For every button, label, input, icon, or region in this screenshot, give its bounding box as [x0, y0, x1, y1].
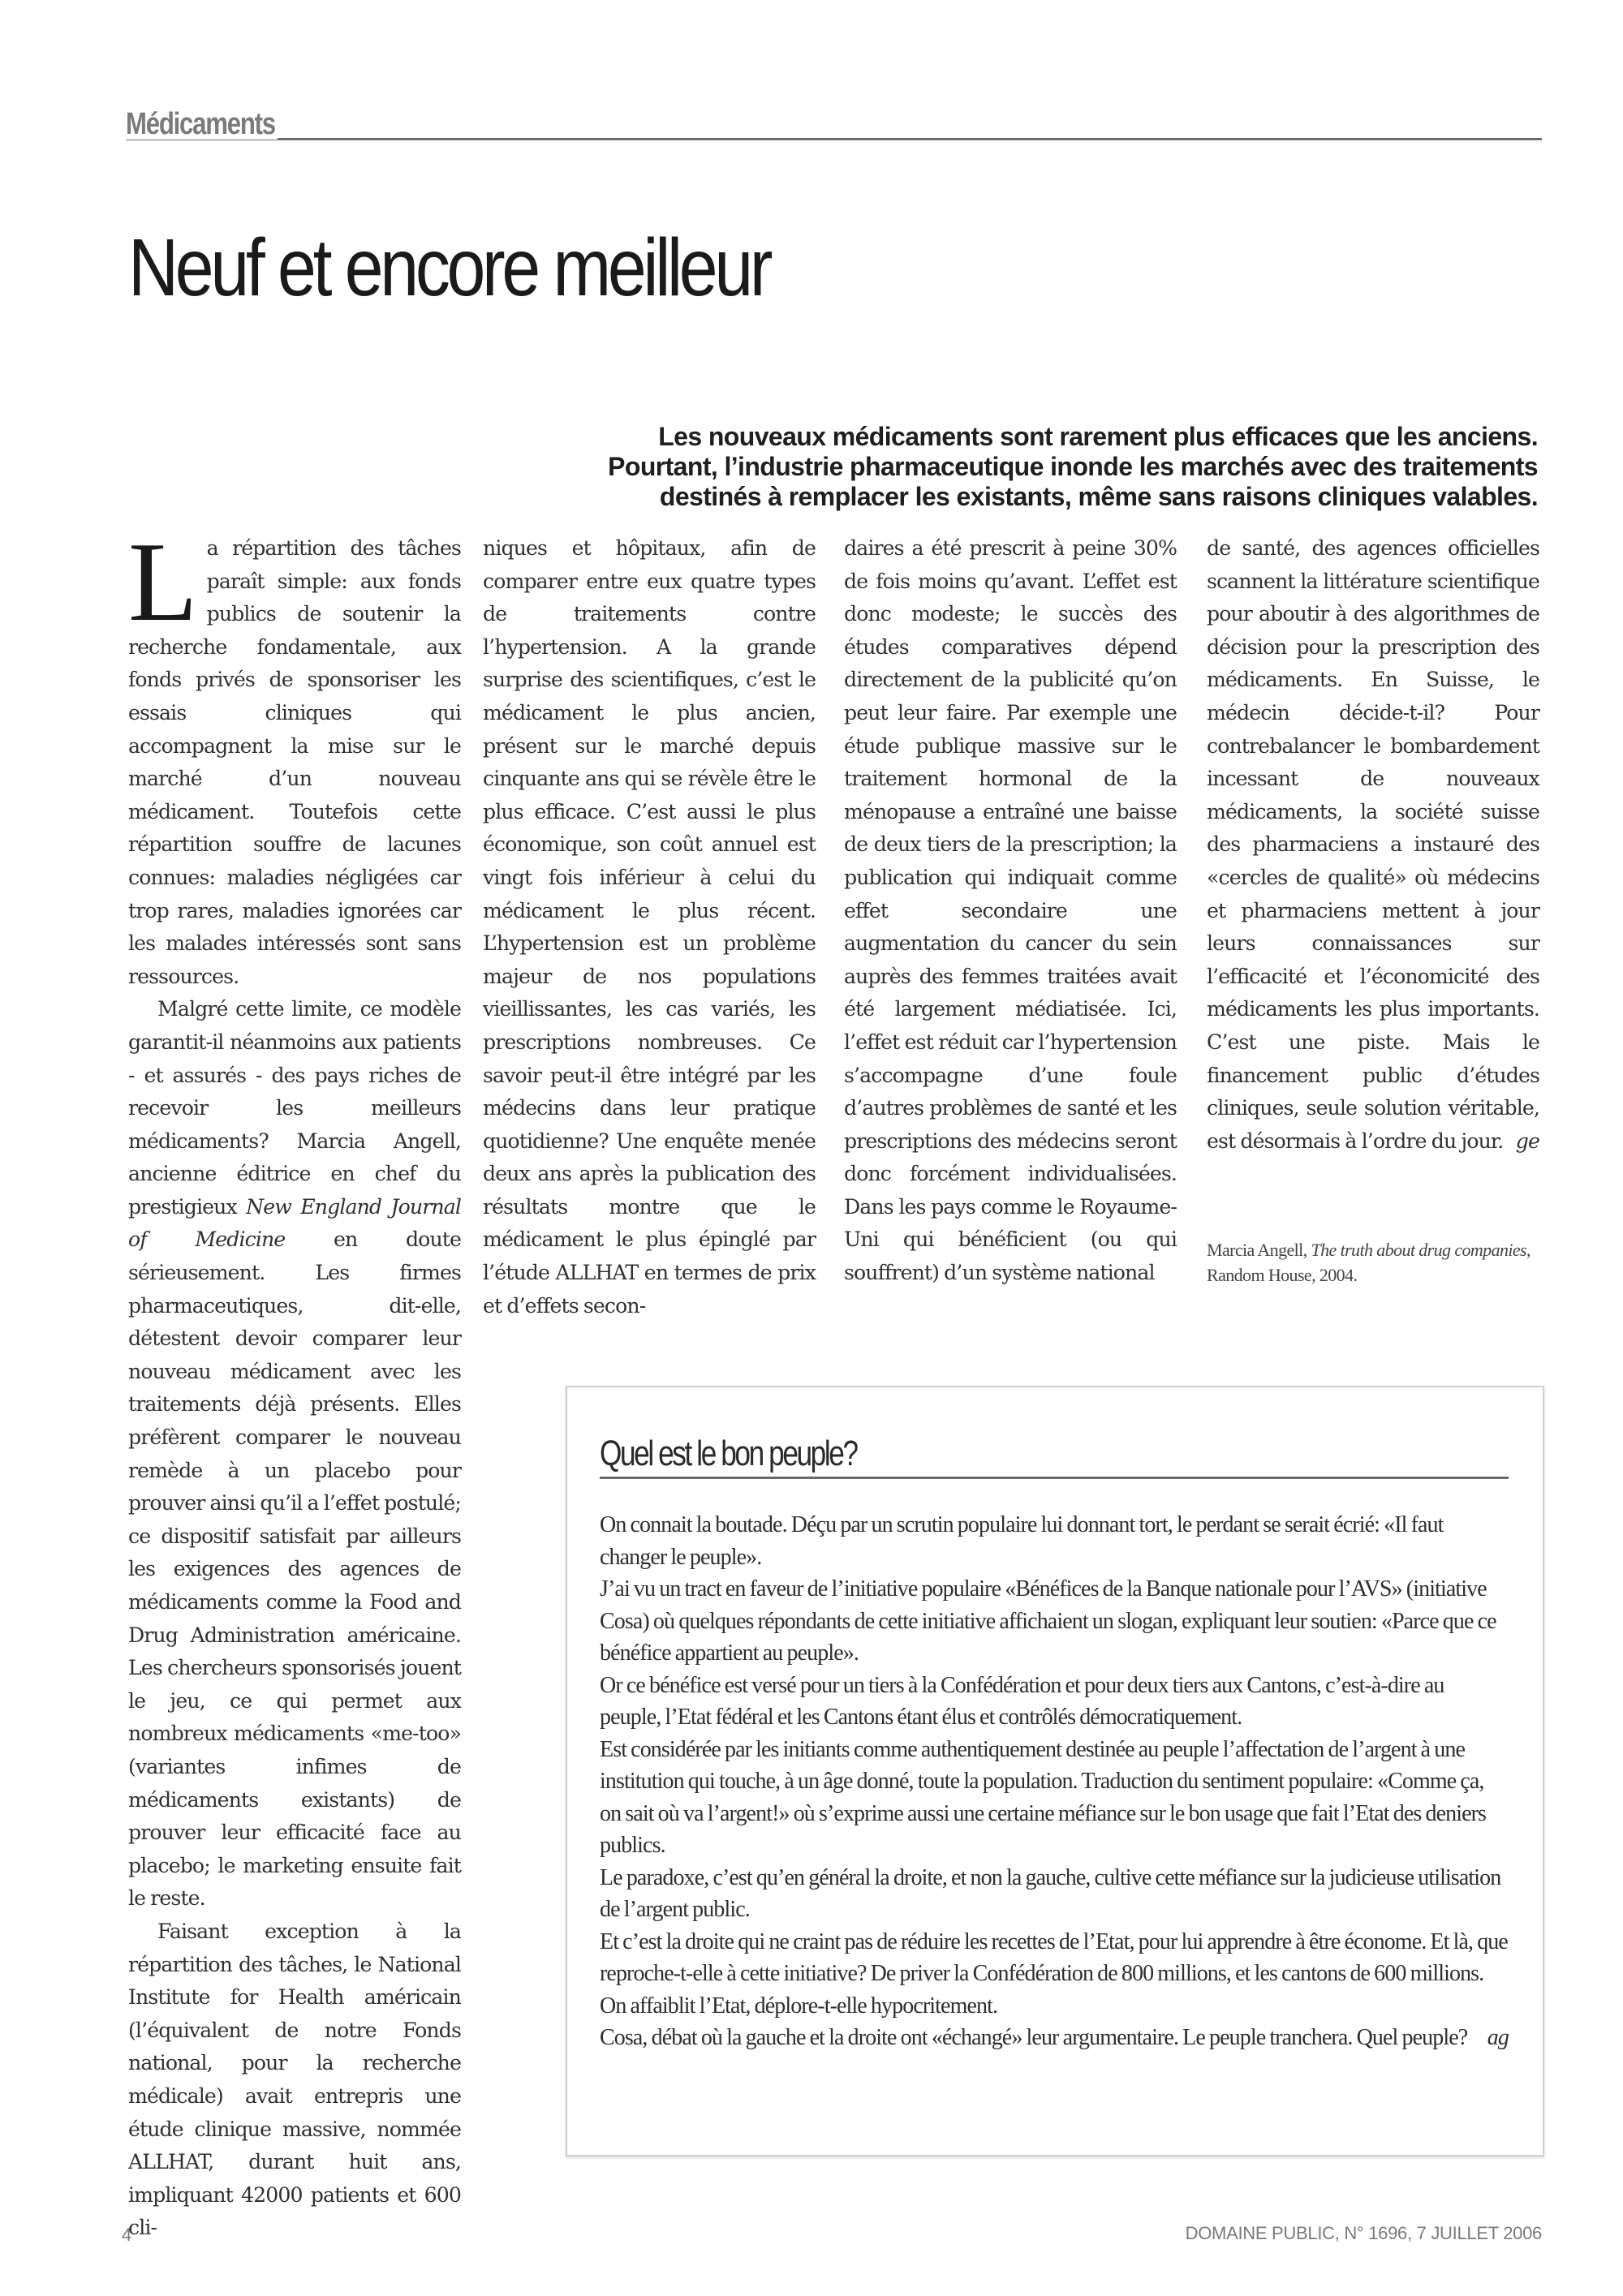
box-header	[600, 1421, 1509, 1479]
lead-line: destinés à remplacer les existants, même sans raisons cliniques valables.	[659, 482, 1538, 511]
box-paragraph: Est considérée par les initiants comme authentiquement destinée au peuple l’affectation de l’argent à une institution qui touche, à un âge donné, toute la population. Traduction du sentiment populaire: «Comme ça, on sait où va l’argent!» où s’exprime aussi une certaine méfiance sur le bon usage que fait l’Etat des deniers publics.	[600, 1736, 1487, 1858]
journal-title: New England Journal of Medicine	[128, 1194, 461, 1252]
box-paragraph: Et c’est la droite qui ne craint pas de réduire les recettes de l’Etat, pour lui apprendre à être économe. Et là, que reproche-t-elle à cette initiative? De priver la Confédération de 800 millions, et les cantons de 600 millions. On affaiblit l’Etat, déplore-t-elle hypocritement.	[600, 1928, 1508, 2019]
box-paragraph: On connait la boutade. Déçu par un scrutin populaire lui donnant tort, le perdant se serait écrié: «Il faut changer le peuple».	[600, 1512, 1444, 1570]
box-signature: ag	[1487, 2025, 1509, 2050]
book-title: The truth about drug companies	[1311, 1240, 1527, 1260]
author-signature: ge	[1515, 1129, 1539, 1153]
paragraph: niques et hôpitaux, afin de comparer entre eux quatre types de traitements contre l’hypertension. A la grande surprise des scientifiques, c’est le médicament le plus ancien, présent sur le marché depuis cinquante ans qui se révèle être le plus efficace. C’est aussi le plus économique, son coût annuel est vingt fois inférieur à celui du médicament le plus récent. L’hypertension est un problème majeur de nos populations vieillissantes, les cas variés, les prescriptions nombreuses. Ce savoir peut-il être intégré par les médecins dans leur pratique quotidienne? Une enquête menée deux ans après la publication des résultats montre que le médicament le plus épinglé par l’étude ALLHAT en termes de prix et d’effets secon-	[483, 536, 816, 1318]
issue-info: DOMAINE PUBLIC, N° 1696, 7 JUILLET 2006	[1185, 2223, 1542, 2243]
section-header	[126, 105, 1542, 140]
article-column-4	[1207, 532, 1539, 1158]
drop-cap: L	[128, 519, 197, 645]
lead-line: Les nouveaux médicaments sont rarement plus efficaces que les anciens.	[658, 422, 1538, 451]
paragraph: daires a été prescrit à peine 30% de fois moins qu’avant. L’effet est donc modeste; le succès des études comparatives dépend directement de la publicité qu’on peut leur faire. Par exemple une étude publique massive sur le traitement hormonal de la ménopause a entraîné une baisse de deux tiers de la prescription; la publication qui indiquait comme effet secondaire une augmentation du cancer du sein auprès des femmes traitées avait été largement médiatisée. Ici, l’effet est réduit car l’hypertension s’accompagne d’une foule d’autres problèmes de santé et les prescriptions des médecins seront donc forcément individualisées. Dans les pays comme le Royaume-Uni qui bénéficient (ou qui souffrent) d’un système national	[844, 536, 1177, 1285]
article-column-2	[483, 532, 816, 1322]
section-label: Médicaments	[126, 109, 278, 140]
article-lead	[483, 422, 1538, 512]
article-title: Neuf et encore meilleur	[128, 222, 770, 313]
article-column-1	[128, 519, 461, 2245]
paragraph: La répartition des tâches paraît simple: aux fonds publics de soutenir la recherche fondamentale, aux fonds privés de sponsoriser les essais cliniques qui accompagnent la mise sur le marché d’un nouveau médicament. Toutefois cette répartition souffre de lacunes connues: maladies négligées car trop rares, maladies ignorées car les malades intéressés sont sans ressources.	[128, 519, 461, 988]
paragraph: de santé, des agences officielles scannent la littérature scientifique pour aboutir à des algorithmes de décision pour la prescription des médicaments. En Suisse, le médecin décide-t-il? Pour contrebalancer le bombardement incessant de nouveaux médicaments, la société suisse des pharmaciens a instauré des «cercles de qualité» où médecins et pharmaciens mettent à jour leurs connaissances sur l’efficacité et l’économicité des médicaments les plus importants. C’est une piste. Mais le financement public d’études cliniques, seule solution véritable, est désormais à l’ordre du jour. ge	[1207, 532, 1539, 1158]
box-body	[600, 1509, 1509, 2054]
box-paragraph: Le paradoxe, c’est qu’en général la droite, et non la gauche, cultive cette méfiance sur la judicieuse utilisation de l’argent public.	[600, 1864, 1501, 1922]
lead-line: Pourtant, l’industrie pharmaceutique inonde les marchés avec des traitements	[608, 452, 1538, 481]
sidebar-box	[566, 1386, 1544, 2156]
paragraph: Malgré cette limite, ce modèle garantit-il néanmoins aux patients - et assurés - des pays riches de recevoir les meilleurs médicaments? Marcia Angell, ancienne éditrice en chef du prestigieux New England Journal of Medicine en doute sérieusement. Les firmes pharmaceutiques, dit-elle, détestent devoir comparer leur nouveau médicament avec les traitements déjà présents. Elles préfèrent comparer le nouveau remède à un placebo pour prouver ainsi qu’il a l’effet postulé; ce dispositif satisfait par ailleurs les exigences des agences de médicaments comme la Food and Drug Administration américaine. Les chercheurs sponsorisés jouent le jeu, ce qui permet aux nombreux médicaments «me-too» (variantes infimes de médicaments existants) de prouver leur efficacité face au placebo; le marketing ensuite fait le reste.	[128, 997, 461, 1911]
box-paragraph: Cosa, débat où la gauche et la droite ont «échangé» leur argumentaire. Le peuple tranchera. Quel peuple? ag	[600, 2022, 1509, 2054]
bibliography-reference: Marcia Angell, The truth about drug companies, Random House, 2004.	[1207, 1240, 1530, 1285]
box-paragraph: J’ai vu un tract en faveur de l’initiative populaire «Bénéfices de la Banque nationale pour l’AVS» (initiative Cosa) où quelques répondants de cette initiative affichaient un slogan, expliquant leur soutien: «Parce que ce bénéfice appartient au peuple».	[600, 1576, 1496, 1666]
box-paragraph: Or ce bénéfice est versé pour un tiers à la Confédération et pour deux tiers aux Cantons, c’est-à-dire au peuple, l’Etat fédéral et les Cantons étant élus et contrôlés démocratiquement.	[600, 1672, 1444, 1730]
box-title: Quel est le bon peuple?	[600, 1434, 857, 1473]
paragraph: Faisant exception à la répartition des tâches, le National Institute for Health américain (l’équivalent de notre Fonds national, pour la recherche médicale) avait entrepris une étude clinique massive, nommée ALLHAT, durant huit ans, impliquant 42000 patients et 600 cli-	[128, 1919, 461, 2240]
article-column-3	[844, 532, 1177, 1290]
page-number: 4	[122, 2225, 132, 2245]
